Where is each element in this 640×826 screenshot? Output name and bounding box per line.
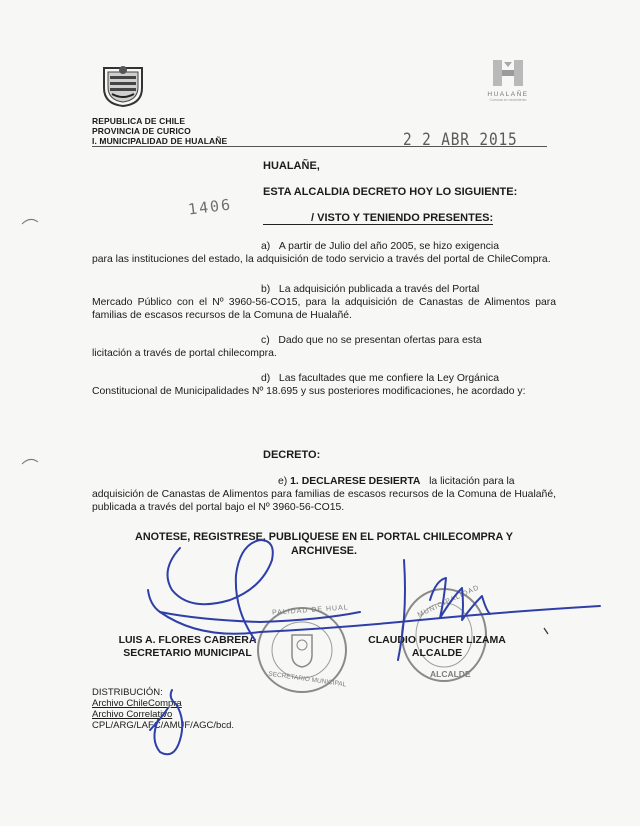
secretary-title: SECRETARIO MUNICIPAL: [123, 647, 252, 659]
secretary-signature-block: [100, 634, 275, 660]
place: HUALAÑE,: [263, 160, 320, 172]
closing-line-1: ANOTESE, REGISTRESE, PUBLIQUESE EN EL PORTAL CHILECOMPRA Y: [135, 531, 513, 543]
closing-line-2: ARCHIVESE.: [291, 545, 357, 557]
municipal-coat-of-arms-logo: [100, 62, 146, 108]
header-province: PROVINCIA DE CURICO: [92, 126, 191, 136]
hole-punch-mark-icon: [20, 454, 40, 468]
resolution-bold-part: 1. DECLARESE DESIERTA: [290, 476, 421, 487]
consideration-b-text-first: La adquisición publicada a través del Portal: [278, 284, 480, 295]
consideration-b-letter: b): [261, 284, 271, 295]
distribution-item: Archivo Correlativo: [92, 709, 173, 720]
consideration-b-text-rest: Mercado Público con el Nº 3960-56-CO15, para la adquisición de Canastas de Alimentos para familias de escasos recursos de la Comuna de Hualañé.: [92, 297, 556, 321]
consideration-a-letter: a): [261, 241, 271, 252]
date-stamp: 2 2 ABR 2015: [403, 130, 518, 150]
consideration-c-text-rest: licitación a través de portal chilecompra.: [92, 348, 277, 359]
secretary-signature-stroke: [160, 606, 600, 634]
mayor-seal-top-text: MUNICIPALIDAD: [416, 584, 481, 619]
brand-logo-text: HUALAÑE: [487, 91, 529, 98]
consideration-a-first-line: [92, 240, 556, 253]
consideration-b-first-line: [92, 283, 556, 296]
decree-number-stamp: 1406: [187, 195, 234, 219]
secretary-seal-bottom-text: SECRETARIO MUNICIPAL: [267, 670, 347, 689]
consideration-a-text-first: A partir de Julio del año 2005, se hizo exigencia: [278, 241, 500, 252]
margin-tick-mark: [544, 628, 548, 634]
consideration-a-text-rest: para las instituciones del estado, la adquisición de todo servicio a través del portal de ChileCompra.: [92, 254, 551, 265]
consideration-d-text-rest: Constitucional de Municipalidades Nº 18.695 y sus posteriores modificaciones, he acordado y:: [92, 386, 526, 397]
secretary-name: LUIS A. FLORES CABRERA: [118, 634, 257, 646]
resolution: [92, 475, 556, 514]
mayor-title: ALCALDE: [411, 647, 463, 659]
closing: [92, 530, 556, 558]
hole-punch-mark-icon: [20, 214, 40, 228]
consideration-d: [92, 372, 556, 398]
visto-label: / VISTO Y TENIENDO PRESENTES:: [311, 212, 494, 224]
consideration-c: [92, 334, 556, 360]
secretary-seal-top-text: PALIDAD DE HUAL: [271, 604, 349, 617]
consideration-d-first-line: [92, 372, 556, 385]
consideration-c-text-first: Dado que no se presentan ofertas para esta: [278, 335, 482, 346]
consideration-d-letter: d): [261, 373, 271, 384]
hualane-brand-logo: [478, 58, 538, 102]
intro-line: ESTA ALCALDIA DECRETO HOY LO SIGUIENTE:: [263, 186, 518, 198]
header-country: REPUBLICA DE CHILE: [92, 116, 186, 126]
mayor-seal-bottom-text: ALCALDE: [430, 669, 471, 679]
decree-number-blank: [263, 214, 311, 225]
mayor-signature-block: [352, 634, 522, 660]
mayor-name: CLAUDIO PUCHER LIZAMA: [368, 634, 506, 646]
resolution-letter: e): [278, 476, 288, 487]
distribution-label: DISTRIBUCIÓN:: [92, 687, 163, 698]
decreto-label: DECRETO:: [263, 449, 321, 461]
header-municipality: I. MUNICIPALIDAD DE HUALAÑE: [92, 136, 228, 146]
brand-logo-subtext: Comuna en movimiento: [489, 98, 527, 102]
distribution-item: CPL/ARG/LAFC/AMUF/AGC/bcd.: [92, 720, 235, 731]
resolution-text-first: la licitación para la: [429, 476, 515, 487]
consideration-b: [92, 283, 556, 322]
resolution-text-rest: adquisición de Canastas de Alimentos para familias de escasos recursos de la Comuna de Hualañé, publicada a través del portal bajo el Nº 3960-56-CO15.: [92, 489, 556, 513]
distribution-item: Archivo ChileCompra: [92, 698, 182, 709]
resolution-first-line: [92, 475, 556, 488]
consideration-d-text-first: Las facultades que me confiere la Ley Orgánica: [278, 373, 499, 384]
hualane-h-logo-icon: [491, 58, 525, 88]
consideration-c-letter: c): [261, 335, 270, 346]
consideration-c-first-line: [92, 334, 556, 347]
visto-line: [263, 212, 493, 225]
distribution-block: [92, 687, 234, 731]
consideration-a: [92, 240, 556, 266]
